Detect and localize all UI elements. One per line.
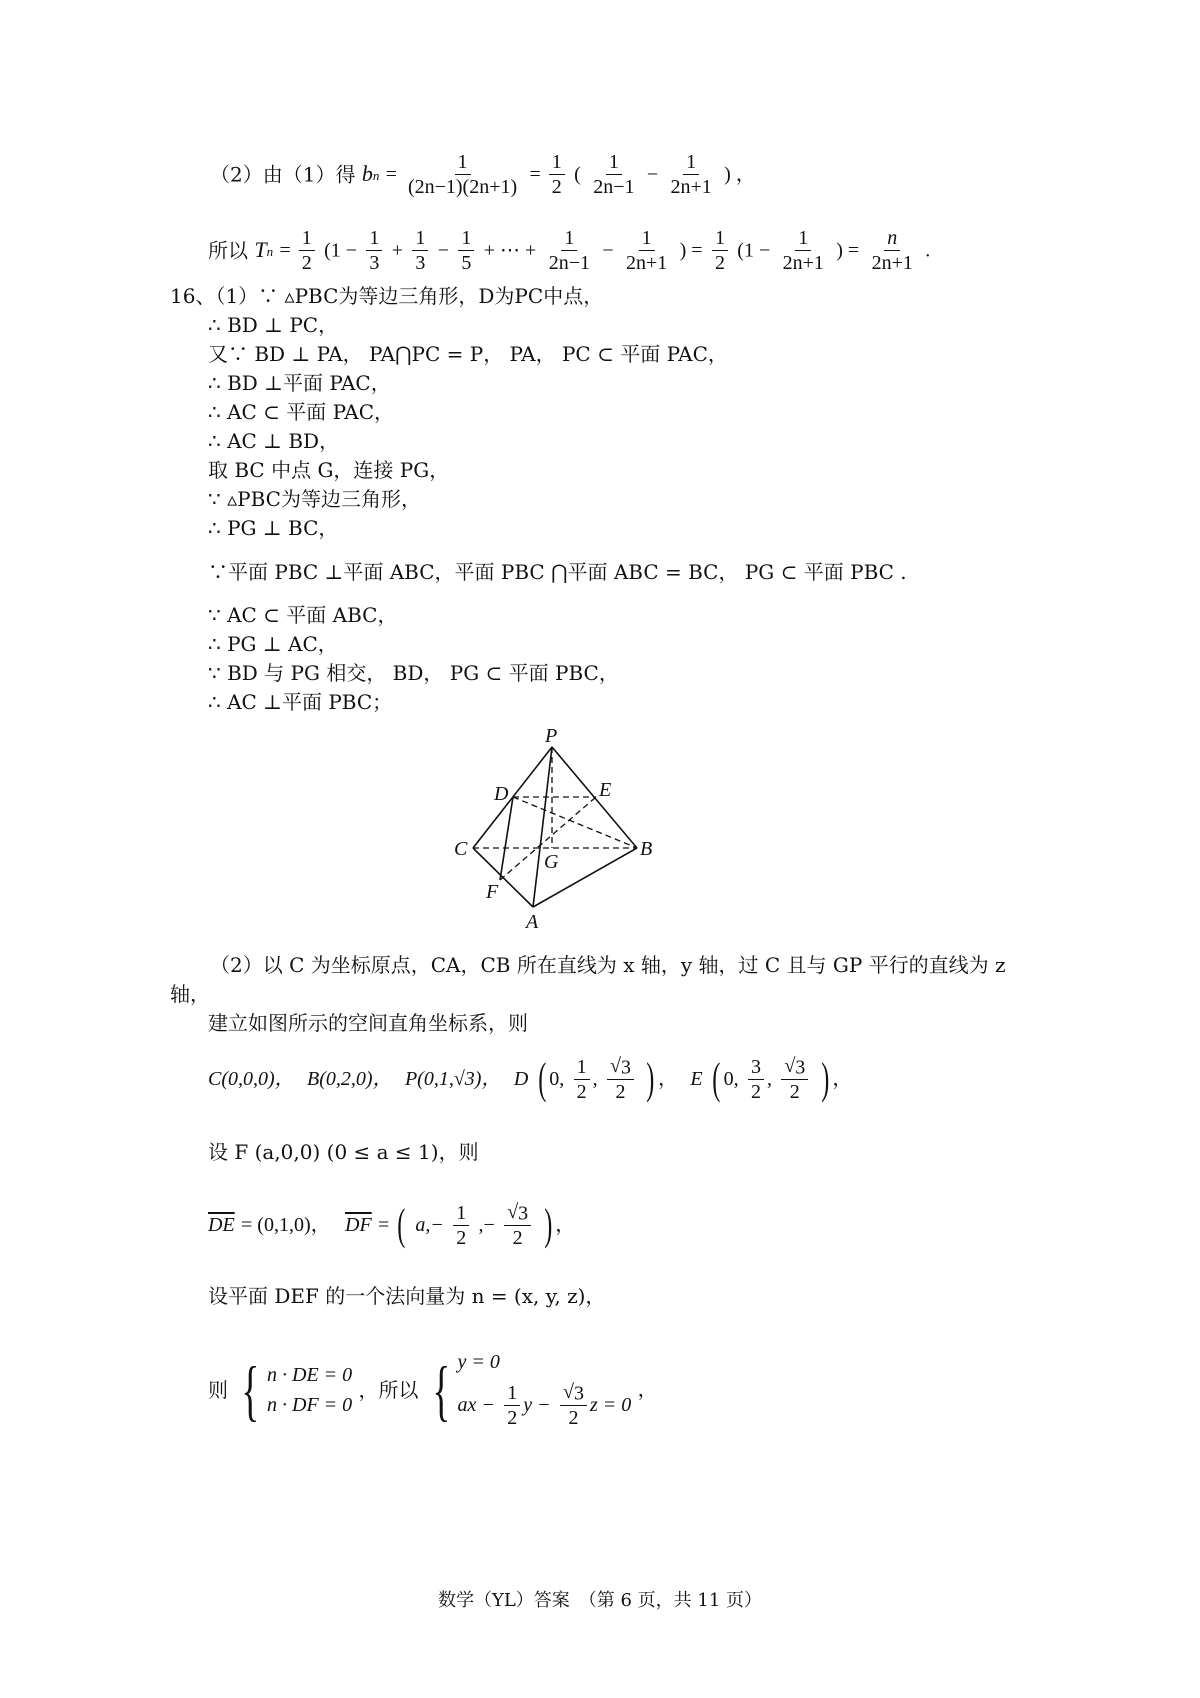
tn-label: 所以 bbox=[208, 238, 248, 263]
part2-line-2: 轴， bbox=[170, 982, 210, 1006]
step-8: ∴ PG ⊥ BC， bbox=[208, 516, 339, 540]
system-line bbox=[208, 1350, 658, 1430]
fraction-1-over-2n-minus-1: $\frac{1}{2n-1}$ bbox=[593, 151, 635, 198]
edge-pa bbox=[533, 747, 552, 907]
comma: ， bbox=[637, 1379, 658, 1402]
step-3: ∴ BD ⊥平面 PAC， bbox=[208, 371, 391, 395]
minus-sign: − bbox=[437, 239, 450, 262]
zero: 0, bbox=[549, 1068, 565, 1091]
system-middle: ，所以 bbox=[358, 1378, 419, 1403]
step-12: ∵ BD 与 PG 相交， BD， PG ⊂ 平面 PBC， bbox=[208, 661, 619, 685]
comma: ， bbox=[832, 1068, 853, 1091]
step-10: ∵ AC ⊂ 平面 ABC， bbox=[208, 603, 398, 627]
segment-df bbox=[500, 797, 513, 880]
paren-close: ) bbox=[820, 1054, 830, 1104]
label-p: P bbox=[545, 725, 558, 747]
sum-close: ) = bbox=[836, 239, 860, 262]
comma: , bbox=[592, 1068, 598, 1091]
step-2: 又∵ BD ⊥ PA， PA⋂PC = P， PA， PC ⊂ 平面 PAC， bbox=[208, 342, 728, 366]
fraction-1-over-2n-plus-1: $\frac{1}{2n+1}$ bbox=[782, 227, 824, 274]
fraction-1-over-2n-minus-1: $\frac{1}{2n-1}$ bbox=[548, 227, 590, 274]
system-prefix: 则 bbox=[208, 1378, 228, 1403]
step-4: ∴ AC ⊂ 平面 PAC， bbox=[208, 400, 395, 424]
paren-open: ( bbox=[712, 1054, 721, 1104]
fraction-one-half: $\frac{1}{2}$ bbox=[712, 226, 728, 275]
step-5: ∴ AC ⊥ BD， bbox=[208, 429, 340, 453]
equals-sign: = bbox=[279, 239, 296, 262]
t-n-symbol: Tn bbox=[254, 236, 274, 262]
comma: ， bbox=[555, 1214, 576, 1237]
coord-d-label: D bbox=[513, 1068, 529, 1091]
sum-open: (1 − bbox=[324, 239, 358, 262]
step-6: 取 BC 中点 G，连接 PG， bbox=[208, 458, 450, 482]
sum-open: (1 − bbox=[737, 239, 771, 262]
vector-de: $\overline{DE}$ bbox=[208, 1214, 235, 1237]
step-11: ∴ PG ⊥ AC， bbox=[208, 632, 338, 656]
segment-db-hidden bbox=[513, 797, 637, 848]
fraction-one-half: $\frac{1}{2}$ bbox=[453, 1201, 469, 1250]
minus-sign: − bbox=[602, 239, 614, 262]
b-n-symbol: bn bbox=[361, 160, 380, 186]
label-b: B bbox=[640, 838, 653, 860]
paren-close: ) bbox=[543, 1200, 552, 1250]
period: . bbox=[925, 239, 931, 262]
sum-close: ) = bbox=[679, 239, 703, 262]
pyramid-figure bbox=[440, 720, 700, 935]
fraction-1-over-product: $\frac{1}{(2n-1)(2n+1)}$ bbox=[407, 151, 518, 198]
paren-close: ) bbox=[646, 1054, 655, 1104]
fraction-n-over-2n-plus-1: $\frac{n}{2n+1}$ bbox=[871, 227, 913, 274]
plus-sign: + bbox=[391, 239, 404, 262]
part2-line-3: 建立如图所示的空间直角坐标系，则 bbox=[208, 1011, 528, 1035]
equals-sign: = bbox=[529, 163, 546, 186]
equation-y: y = 0 bbox=[457, 1351, 500, 1373]
equation-ax: ax − $\frac{1}{2}$ y − $\frac{√3}{2}$ z = 0 bbox=[457, 1381, 632, 1430]
var-a: a,− bbox=[415, 1214, 444, 1237]
fraction-one-half: $\frac{1}{2}$ bbox=[574, 1055, 590, 1104]
fraction-one-half: $\frac{1}{2}$ bbox=[549, 150, 565, 199]
step-13: ∴ AC ⊥平面 PBC； bbox=[208, 690, 393, 714]
coord-p: P(0,1,√3)， bbox=[404, 1068, 502, 1091]
system-normal-conditions bbox=[234, 1352, 353, 1429]
zero: 0, bbox=[723, 1068, 739, 1091]
step-1: ∴ BD ⊥ PC， bbox=[208, 313, 339, 337]
fraction-one-third: $\frac{1}{3}$ bbox=[412, 226, 428, 275]
set-f-line: 设 F (a,0,0) (0 ≤ a ≤ 1)，则 bbox=[208, 1140, 479, 1164]
fraction-one-half: $\frac{1}{2}$ bbox=[299, 226, 315, 275]
paren-open: ( bbox=[537, 1054, 546, 1104]
label-a: A bbox=[526, 911, 539, 933]
left-brace: { bbox=[432, 1352, 451, 1429]
vectors-line bbox=[208, 1200, 575, 1250]
coordinates-line bbox=[208, 1054, 852, 1104]
fraction-root3-over-2: $\frac{√3}{2}$ bbox=[560, 1380, 587, 1430]
fraction-root3-over-2: $\frac{√3}{2}$ bbox=[781, 1054, 808, 1104]
equals-sign: = bbox=[378, 1214, 395, 1237]
part2-line-1: （2）以 C 为坐标原点，CA，CB 所在直线为 x 轴，y 轴，过 C 且与 GP 平行的直线为 z bbox=[210, 953, 1006, 977]
coord-b: B(0,2,0)， bbox=[307, 1068, 393, 1091]
page-footer: 数学（YL）答案 （第 6 页，共 11 页） bbox=[437, 1590, 763, 1611]
comma: , bbox=[766, 1068, 772, 1091]
q16-heading: 16、（1）∵ ▵PBC为等边三角形，D为PC中点， bbox=[170, 284, 604, 308]
comma: ， bbox=[658, 1068, 678, 1091]
fraction-1-over-2n-plus-1: $\frac{1}{2n+1}$ bbox=[670, 151, 712, 198]
paren-close: ) ， bbox=[724, 163, 756, 186]
coord-c: C(0,0,0)， bbox=[208, 1068, 295, 1091]
minus-sign: − bbox=[646, 163, 659, 186]
coord-e-label: E bbox=[690, 1068, 703, 1091]
fraction-one-third: $\frac{1}{3}$ bbox=[366, 226, 382, 275]
label-c: C bbox=[454, 838, 468, 860]
ellipsis: + ⋯ + bbox=[483, 239, 537, 262]
t-n-formula bbox=[208, 226, 930, 275]
normal-vector-line: 设平面 DEF 的一个法向量为 n = (x, y, z)， bbox=[208, 1284, 606, 1308]
vector-df: $\overline{DF}$ bbox=[345, 1214, 372, 1237]
part2-label: （2）由（1）得 bbox=[210, 162, 356, 187]
step-7: ∵ ▵PBC为等边三角形， bbox=[208, 487, 421, 511]
fraction-root3-over-2: $\frac{√3}{2}$ bbox=[504, 1200, 531, 1250]
paren-open: ( bbox=[397, 1200, 406, 1250]
left-brace: { bbox=[241, 1352, 260, 1429]
label-g: G bbox=[544, 851, 559, 873]
vector-de-value: = (0,1,0)， bbox=[241, 1214, 331, 1237]
step-9: ∵平面 PBC ⊥平面 ABC，平面 PBC ⋂平面 ABC = BC， PG ⊂ 平面 PBC . bbox=[208, 560, 907, 584]
fraction-root3-over-2: $\frac{√3}{2}$ bbox=[607, 1054, 634, 1104]
label-e: E bbox=[599, 779, 612, 801]
equals-sign: = bbox=[385, 163, 402, 186]
fraction-one-fifth: $\frac{1}{5}$ bbox=[458, 226, 474, 275]
label-f: F bbox=[486, 881, 499, 903]
fraction-three-halves: $\frac{3}{2}$ bbox=[748, 1055, 764, 1104]
condition-df: n · DF = 0 bbox=[267, 1394, 353, 1417]
fraction-one-half: $\frac{1}{2}$ bbox=[504, 1381, 520, 1430]
comma: ,− bbox=[478, 1214, 495, 1237]
system-equations bbox=[425, 1350, 631, 1430]
condition-de: n · DE = 0 bbox=[267, 1364, 353, 1387]
b-n-formula bbox=[210, 150, 756, 199]
label-d: D bbox=[494, 783, 509, 805]
paren-open: ( bbox=[574, 163, 581, 186]
fraction-1-over-2n-plus-1: $\frac{1}{2n+1}$ bbox=[625, 227, 668, 274]
